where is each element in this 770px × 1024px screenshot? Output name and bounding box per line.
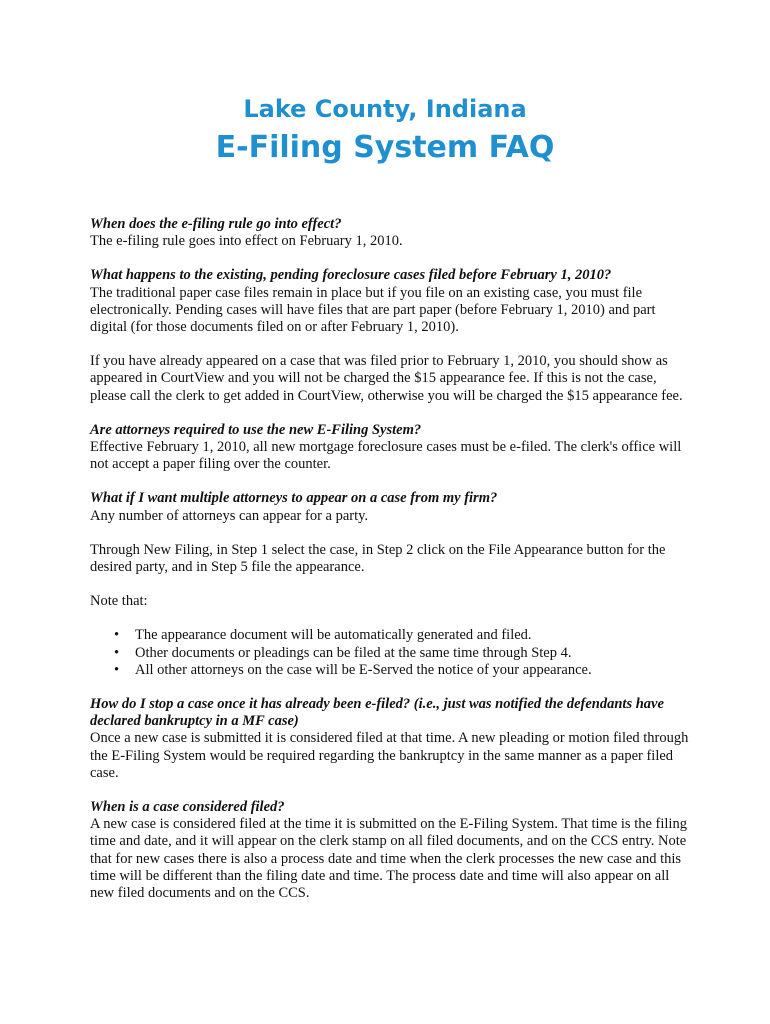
faq-paragraph	[90, 542, 694, 576]
faq-question: What if I want multiple attorneys to appear on a case from my firm?	[90, 490, 498, 507]
faq-item	[90, 267, 694, 336]
faq-paragraph	[90, 353, 694, 405]
faq-extra-text: If you have already appeared on a case that was filed prior to February 1, 2010, you should show as appeared in CourtView and you will not be charged the $15 appearance fee. If this is not the case, please call the clerk to get added in CourtView, otherwise you will be charged the $15 appearance fee.	[90, 353, 683, 404]
list-item	[90, 662, 694, 679]
list-item	[90, 627, 694, 644]
faq-item	[90, 490, 694, 524]
faq-answer: A new case is considered filed at the time it is submitted on the E-Filing System. That time is the filing time and date, and it will appear on the clerk stamp on all filed documents, and on the CCS entry. Note that for new cases there is also a process date and time when the clerk processes the new case and this time will be different than the filing date and time. The process date and time will also appear on all new filed documents and on the CCS.	[90, 816, 687, 902]
faq-item	[90, 216, 694, 250]
faq-question: What happens to the existing, pending foreclosure cases filed before February 1, 2010?	[90, 267, 612, 284]
list-item-text: Other documents or pleadings can be filed at the same time through Step 4.	[135, 644, 572, 661]
bullet-list	[90, 627, 694, 679]
faq-content	[90, 216, 694, 919]
bullet-icon: •	[114, 644, 120, 661]
faq-paragraph	[90, 593, 694, 610]
faq-answer: Any number of attorneys can appear for a party.	[90, 507, 369, 524]
faq-answer: Once a new case is submitted it is considered filed at that time. A new pleading or motion filed through the E-Filing System would be required regarding the bankruptcy in the same manner as a paper filed case.	[90, 730, 689, 781]
faq-answer: Effective February 1, 2010, all new mortgage foreclosure cases must be e-filed. The clerk's office will not accept a paper filing over the counter.	[90, 439, 682, 473]
page-title: E-Filing System FAQ	[215, 130, 555, 165]
faq-answer: The e-filing rule goes into effect on February 1, 2010.	[90, 233, 403, 250]
list-item	[90, 645, 694, 662]
list-item-text: All other attorneys on the case will be E-Served the notice of your appearance.	[135, 661, 592, 678]
faq-question: Are attorneys required to use the new E-Filing System?	[90, 421, 422, 438]
faq-item	[90, 696, 694, 782]
faq-question: How do I stop a case once it has already been e-filed? (i.e., just was notified the defendants have declared bankruptcy in a MF case)	[90, 696, 664, 730]
bullet-icon: •	[114, 661, 120, 678]
faq-answer: The traditional paper case files remain in place but if you file on an existing case, you must file electronically. Pending cases will have files that are part paper (before February 1, 2010) and part digital (for those documents filed on or after February 1, 2010).	[90, 284, 656, 336]
faq-question: When is a case considered filed?	[90, 799, 285, 816]
faq-question: When does the e-filing rule go into effect?	[90, 216, 342, 232]
note-label: Note that:	[90, 593, 148, 610]
faq-item	[90, 799, 694, 902]
bullet-icon: •	[114, 627, 120, 644]
county-heading: Lake County, Indiana	[243, 95, 527, 123]
list-item-text: The appearance document will be automatically generated and filed.	[135, 627, 532, 644]
faq-extra-text: Through New Filing, in Step 1 select the case, in Step 2 click on the File Appearance button for the desired party, and in Step 5 file the appearance.	[90, 541, 666, 576]
faq-item	[90, 422, 694, 474]
